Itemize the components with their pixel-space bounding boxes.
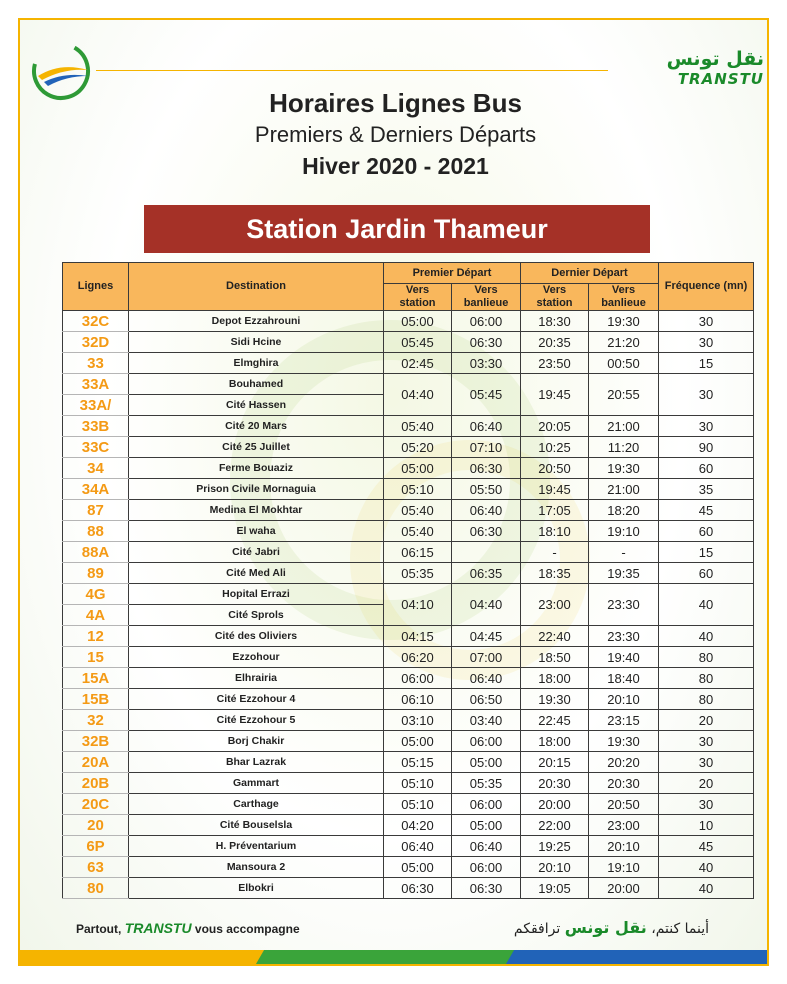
first-depart-vers-banlieue: 06:30 bbox=[452, 878, 521, 899]
destination-cell: Cité 20 Mars bbox=[129, 416, 384, 437]
last-depart-vers-banlieue: 19:30 bbox=[589, 731, 659, 752]
first-depart-vers-banlieue: 05:35 bbox=[452, 773, 521, 794]
table-row bbox=[63, 521, 754, 542]
first-depart-vers-banlieue: 03:40 bbox=[452, 710, 521, 731]
last-depart-vers-station: 22:00 bbox=[521, 815, 589, 836]
frequency-cell: 30 bbox=[659, 374, 754, 416]
last-depart-vers-banlieue: 20:20 bbox=[589, 752, 659, 773]
frequency-cell: 30 bbox=[659, 332, 754, 353]
line-number: 88 bbox=[63, 521, 129, 542]
first-depart-vers-banlieue: 06:40 bbox=[452, 668, 521, 689]
line-number: 32C bbox=[63, 311, 129, 332]
last-depart-vers-station: 18:10 bbox=[521, 521, 589, 542]
last-depart-vers-station: 23:50 bbox=[521, 353, 589, 374]
first-depart-vers-banlieue: 06:40 bbox=[452, 500, 521, 521]
last-depart-vers-station: 22:40 bbox=[521, 626, 589, 647]
stripe-yellow bbox=[20, 950, 272, 964]
line-number: 12 bbox=[63, 626, 129, 647]
frequency-cell: 40 bbox=[659, 584, 754, 626]
table-row bbox=[63, 878, 754, 899]
frequency-cell: 40 bbox=[659, 857, 754, 878]
table-row bbox=[63, 416, 754, 437]
season-label: Hiver 2020 - 2021 bbox=[302, 153, 489, 179]
destination-cell: Elhrairia bbox=[129, 668, 384, 689]
line-number: 33C bbox=[63, 437, 129, 458]
last-depart-vers-banlieue: 19:40 bbox=[589, 647, 659, 668]
col-header-vers-banlieue: Vers banlieue bbox=[452, 284, 521, 311]
table-row bbox=[63, 752, 754, 773]
frequency-cell: 80 bbox=[659, 689, 754, 710]
last-depart-vers-banlieue: 19:10 bbox=[589, 521, 659, 542]
destination-cell: Cité 25 Juillet bbox=[129, 437, 384, 458]
first-depart-vers-banlieue: 06:00 bbox=[452, 311, 521, 332]
destination-cell: Elbokri bbox=[129, 878, 384, 899]
destination-cell: Cité Bouselsla bbox=[129, 815, 384, 836]
first-depart-vers-station: 05:10 bbox=[384, 479, 452, 500]
table-row bbox=[63, 332, 754, 353]
table-row bbox=[63, 437, 754, 458]
last-depart-vers-station: 19:05 bbox=[521, 878, 589, 899]
schedule-body bbox=[63, 311, 754, 899]
line-number: 4A bbox=[63, 605, 129, 626]
last-depart-vers-banlieue: 23:00 bbox=[589, 815, 659, 836]
line-number: 33B bbox=[63, 416, 129, 437]
first-depart-vers-banlieue: 06:35 bbox=[452, 563, 521, 584]
col-header-frequence: Fréquence (mn) bbox=[659, 263, 754, 311]
table-row bbox=[63, 542, 754, 563]
first-depart-vers-station: 05:40 bbox=[384, 500, 452, 521]
last-depart-vers-station: 19:45 bbox=[521, 374, 589, 416]
destination-cell: Ezzohour bbox=[129, 647, 384, 668]
line-number: 20C bbox=[63, 794, 129, 815]
frequency-cell: 30 bbox=[659, 794, 754, 815]
destination-cell: Gammart bbox=[129, 773, 384, 794]
first-depart-vers-station: 03:10 bbox=[384, 710, 452, 731]
first-depart-vers-banlieue: 04:45 bbox=[452, 626, 521, 647]
first-depart-vers-banlieue: 06:40 bbox=[452, 416, 521, 437]
first-depart-vers-banlieue: 05:50 bbox=[452, 479, 521, 500]
destination-cell: Prison Civile Mornaguia bbox=[129, 479, 384, 500]
last-depart-vers-station: 18:35 bbox=[521, 563, 589, 584]
line-number: 33 bbox=[63, 353, 129, 374]
first-depart-vers-banlieue: 06:30 bbox=[452, 332, 521, 353]
last-depart-vers-banlieue: 18:40 bbox=[589, 668, 659, 689]
destination-cell: Sidi Hcine bbox=[129, 332, 384, 353]
footer-brand: TRANSTU bbox=[124, 920, 192, 936]
last-depart-vers-banlieue: 19:30 bbox=[589, 311, 659, 332]
brand-color-stripe bbox=[20, 950, 769, 964]
first-depart-vers-banlieue: 06:50 bbox=[452, 689, 521, 710]
table-row bbox=[63, 353, 754, 374]
first-depart-vers-station: 05:00 bbox=[384, 458, 452, 479]
last-depart-vers-station: 19:45 bbox=[521, 479, 589, 500]
line-number: 63 bbox=[63, 857, 129, 878]
brand-name-arabic: نقل تونس bbox=[666, 48, 764, 70]
table-row bbox=[63, 311, 754, 332]
destination-cell: Borj Chakir bbox=[129, 731, 384, 752]
destination-cell: Mansoura 2 bbox=[129, 857, 384, 878]
last-depart-vers-station: 20:35 bbox=[521, 332, 589, 353]
last-depart-vers-banlieue: 20:50 bbox=[589, 794, 659, 815]
table-row bbox=[63, 815, 754, 836]
first-depart-vers-station: 06:10 bbox=[384, 689, 452, 710]
destination-cell: Cité Med Ali bbox=[129, 563, 384, 584]
last-depart-vers-station: 18:50 bbox=[521, 647, 589, 668]
destination-cell: H. Préventarium bbox=[129, 836, 384, 857]
destination-cell: Elmghira bbox=[129, 353, 384, 374]
table-row bbox=[63, 731, 754, 752]
table-row bbox=[63, 668, 754, 689]
first-depart-vers-station: 04:10 bbox=[384, 584, 452, 626]
last-depart-vers-banlieue: 19:35 bbox=[589, 563, 659, 584]
destination-cell: Hopital Errazi bbox=[129, 584, 384, 605]
frequency-cell: 20 bbox=[659, 773, 754, 794]
last-depart-vers-banlieue: 20:10 bbox=[589, 836, 659, 857]
last-depart-vers-banlieue: 19:30 bbox=[589, 458, 659, 479]
frequency-cell: 60 bbox=[659, 521, 754, 542]
first-depart-vers-station: 06:30 bbox=[384, 878, 452, 899]
table-row bbox=[63, 836, 754, 857]
destination-cell: Cité des Oliviers bbox=[129, 626, 384, 647]
stripe-green bbox=[256, 950, 524, 964]
line-number: 20 bbox=[63, 815, 129, 836]
first-depart-vers-banlieue: 06:00 bbox=[452, 857, 521, 878]
table-row bbox=[63, 584, 754, 605]
last-depart-vers-station: 20:10 bbox=[521, 857, 589, 878]
stripe-blue bbox=[506, 950, 769, 964]
footer-slogan-french: Partout, TRANSTU vous accompagne bbox=[76, 920, 300, 936]
footer-slogan-arabic: أينما كنتم، نقل تونس ترافقكم bbox=[513, 918, 709, 937]
first-depart-vers-banlieue bbox=[452, 542, 521, 563]
last-depart-vers-banlieue: 23:30 bbox=[589, 584, 659, 626]
first-depart-vers-banlieue: 06:40 bbox=[452, 836, 521, 857]
brand-name-latin: TRANSTU bbox=[677, 70, 764, 88]
destination-cell: Ferme Bouaziz bbox=[129, 458, 384, 479]
first-depart-vers-station: 05:00 bbox=[384, 857, 452, 878]
first-depart-vers-station: 05:10 bbox=[384, 794, 452, 815]
frequency-cell: 30 bbox=[659, 311, 754, 332]
table-row bbox=[63, 500, 754, 521]
first-depart-vers-station: 05:10 bbox=[384, 773, 452, 794]
col-header-vers-station: Vers station bbox=[521, 284, 589, 311]
destination-cell: Carthage bbox=[129, 794, 384, 815]
destination-cell: Bhar Lazrak bbox=[129, 752, 384, 773]
table-row bbox=[63, 479, 754, 500]
first-depart-vers-station: 06:40 bbox=[384, 836, 452, 857]
table-row bbox=[63, 458, 754, 479]
frequency-cell: 15 bbox=[659, 353, 754, 374]
last-depart-vers-station: 10:25 bbox=[521, 437, 589, 458]
first-depart-vers-banlieue: 06:00 bbox=[452, 794, 521, 815]
frequency-cell: 30 bbox=[659, 416, 754, 437]
frequency-cell: 80 bbox=[659, 668, 754, 689]
frequency-cell: 10 bbox=[659, 815, 754, 836]
first-depart-vers-banlieue: 07:10 bbox=[452, 437, 521, 458]
last-depart-vers-station: 18:00 bbox=[521, 731, 589, 752]
line-number: 4G bbox=[63, 584, 129, 605]
table-row bbox=[63, 626, 754, 647]
frequency-cell: 15 bbox=[659, 542, 754, 563]
line-number: 15 bbox=[63, 647, 129, 668]
last-depart-vers-banlieue: - bbox=[589, 542, 659, 563]
page-subtitle: Premiers & Derniers Départs bbox=[254, 122, 537, 147]
line-number: 34A bbox=[63, 479, 129, 500]
first-depart-vers-banlieue: 07:00 bbox=[452, 647, 521, 668]
last-depart-vers-banlieue: 20:00 bbox=[589, 878, 659, 899]
line-number: 32D bbox=[63, 332, 129, 353]
last-depart-vers-station: 20:00 bbox=[521, 794, 589, 815]
line-number: 34 bbox=[63, 458, 129, 479]
destination-cell: Bouhamed bbox=[129, 374, 384, 395]
frequency-cell: 90 bbox=[659, 437, 754, 458]
first-depart-vers-banlieue: 03:30 bbox=[452, 353, 521, 374]
frequency-cell: 60 bbox=[659, 458, 754, 479]
first-depart-vers-banlieue: 05:45 bbox=[452, 374, 521, 416]
first-depart-vers-station: 04:15 bbox=[384, 626, 452, 647]
line-number: 6P bbox=[63, 836, 129, 857]
first-depart-vers-station: 06:15 bbox=[384, 542, 452, 563]
last-depart-vers-station: 19:25 bbox=[521, 836, 589, 857]
table-row bbox=[63, 689, 754, 710]
table-row bbox=[63, 857, 754, 878]
first-depart-vers-station: 04:20 bbox=[384, 815, 452, 836]
line-number: 15B bbox=[63, 689, 129, 710]
last-depart-vers-station: 20:05 bbox=[521, 416, 589, 437]
destination-cell: Cité Jabri bbox=[129, 542, 384, 563]
line-number: 80 bbox=[63, 878, 129, 899]
page-title: Horaires Lignes Bus bbox=[269, 88, 522, 118]
col-header-vers-station: Vers station bbox=[384, 284, 452, 311]
line-number: 20A bbox=[63, 752, 129, 773]
line-number: 32 bbox=[63, 710, 129, 731]
frequency-cell: 30 bbox=[659, 731, 754, 752]
line-number: 32B bbox=[63, 731, 129, 752]
first-depart-vers-station: 05:40 bbox=[384, 521, 452, 542]
first-depart-vers-banlieue: 05:00 bbox=[452, 752, 521, 773]
first-depart-vers-station: 05:20 bbox=[384, 437, 452, 458]
line-number: 33A/ bbox=[63, 395, 129, 416]
schedule-table bbox=[62, 262, 754, 899]
destination-cell: El waha bbox=[129, 521, 384, 542]
last-depart-vers-banlieue: 18:20 bbox=[589, 500, 659, 521]
line-number: 15A bbox=[63, 668, 129, 689]
destination-cell: Cité Sprols bbox=[129, 605, 384, 626]
last-depart-vers-station: 17:05 bbox=[521, 500, 589, 521]
table-row bbox=[63, 794, 754, 815]
last-depart-vers-station: 23:00 bbox=[521, 584, 589, 626]
last-depart-vers-station: 22:45 bbox=[521, 710, 589, 731]
line-number: 89 bbox=[63, 563, 129, 584]
last-depart-vers-banlieue: 21:00 bbox=[589, 479, 659, 500]
first-depart-vers-station: 06:00 bbox=[384, 668, 452, 689]
last-depart-vers-banlieue: 20:55 bbox=[589, 374, 659, 416]
destination-cell: Cité Hassen bbox=[129, 395, 384, 416]
frequency-cell: 45 bbox=[659, 836, 754, 857]
last-depart-vers-banlieue: 20:30 bbox=[589, 773, 659, 794]
first-depart-vers-banlieue: 06:00 bbox=[452, 731, 521, 752]
destination-cell: Cité Ezzohour 5 bbox=[129, 710, 384, 731]
last-depart-vers-station: 20:50 bbox=[521, 458, 589, 479]
frequency-cell: 80 bbox=[659, 647, 754, 668]
last-depart-vers-banlieue: 21:20 bbox=[589, 332, 659, 353]
frequency-cell: 60 bbox=[659, 563, 754, 584]
frequency-cell: 20 bbox=[659, 710, 754, 731]
table-row bbox=[63, 563, 754, 584]
destination-cell: Cité Ezzohour 4 bbox=[129, 689, 384, 710]
first-depart-vers-banlieue: 06:30 bbox=[452, 521, 521, 542]
last-depart-vers-banlieue: 23:15 bbox=[589, 710, 659, 731]
frequency-cell: 40 bbox=[659, 878, 754, 899]
col-header-lignes: Lignes bbox=[63, 263, 129, 311]
col-header-dernier-depart: Dernier Départ bbox=[521, 263, 659, 284]
table-row bbox=[63, 647, 754, 668]
last-depart-vers-station: 18:00 bbox=[521, 668, 589, 689]
first-depart-vers-station: 05:35 bbox=[384, 563, 452, 584]
first-depart-vers-banlieue: 06:30 bbox=[452, 458, 521, 479]
last-depart-vers-station: 18:30 bbox=[521, 311, 589, 332]
first-depart-vers-banlieue: 05:00 bbox=[452, 815, 521, 836]
first-depart-vers-station: 02:45 bbox=[384, 353, 452, 374]
last-depart-vers-banlieue: 23:30 bbox=[589, 626, 659, 647]
last-depart-vers-banlieue: 11:20 bbox=[589, 437, 659, 458]
frequency-cell: 30 bbox=[659, 752, 754, 773]
brand-block bbox=[614, 48, 764, 92]
first-depart-vers-station: 06:20 bbox=[384, 647, 452, 668]
line-number: 87 bbox=[63, 500, 129, 521]
first-depart-vers-station: 05:00 bbox=[384, 731, 452, 752]
col-header-premier-depart: Premier Départ bbox=[384, 263, 521, 284]
first-depart-vers-station: 04:40 bbox=[384, 374, 452, 416]
last-depart-vers-banlieue: 21:00 bbox=[589, 416, 659, 437]
line-number: 88A bbox=[63, 542, 129, 563]
destination-cell: Medina El Mokhtar bbox=[129, 500, 384, 521]
col-header-vers-banlieue: Vers banlieue bbox=[589, 284, 659, 311]
schedule-poster bbox=[18, 18, 769, 966]
first-depart-vers-station: 05:00 bbox=[384, 311, 452, 332]
table-row bbox=[63, 710, 754, 731]
header-rule bbox=[96, 70, 608, 71]
first-depart-vers-station: 05:45 bbox=[384, 332, 452, 353]
station-banner: Station Jardin Thameur bbox=[144, 205, 650, 253]
frequency-cell: 35 bbox=[659, 479, 754, 500]
last-depart-vers-station: 20:30 bbox=[521, 773, 589, 794]
last-depart-vers-banlieue: 00:50 bbox=[589, 353, 659, 374]
frequency-cell: 45 bbox=[659, 500, 754, 521]
last-depart-vers-station: - bbox=[521, 542, 589, 563]
footer-brand-arabic: نقل تونس bbox=[564, 918, 647, 937]
table-row bbox=[63, 374, 754, 395]
last-depart-vers-station: 20:15 bbox=[521, 752, 589, 773]
destination-cell: Depot Ezzahrouni bbox=[129, 311, 384, 332]
last-depart-vers-banlieue: 20:10 bbox=[589, 689, 659, 710]
col-header-destination: Destination bbox=[129, 263, 384, 311]
last-depart-vers-station: 19:30 bbox=[521, 689, 589, 710]
line-number: 33A bbox=[63, 374, 129, 395]
table-row bbox=[63, 773, 754, 794]
last-depart-vers-banlieue: 19:10 bbox=[589, 857, 659, 878]
line-number: 20B bbox=[63, 773, 129, 794]
first-depart-vers-banlieue: 04:40 bbox=[452, 584, 521, 626]
first-depart-vers-station: 05:15 bbox=[384, 752, 452, 773]
first-depart-vers-station: 05:40 bbox=[384, 416, 452, 437]
frequency-cell: 40 bbox=[659, 626, 754, 647]
